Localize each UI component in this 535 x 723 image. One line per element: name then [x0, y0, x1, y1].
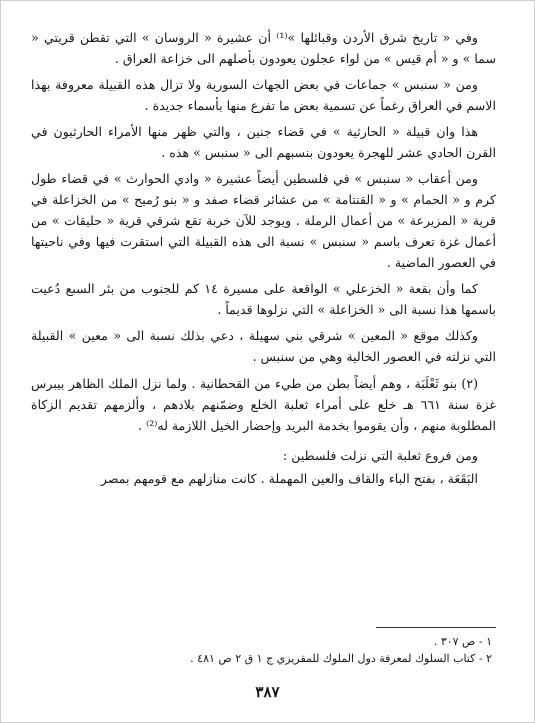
- paragraph-baqaa: البَقَعَة ، بفتح الباء والقاف والعين المهملة . كانت منازلهم مع قومهم بمصر: [100, 471, 478, 486]
- paragraph-maeen-site: وكذلك موقع « المعين » شرقي بني سهيلة ، دعي بذلك نسبة الى « معين » القبيلة التي نزلته في العصور الخالية وهي من سنبس .: [31, 328, 496, 364]
- paragraph-khazali-site: كما وأن بقعة « الخزعلي » الواقعة على مسيرة ١٤ كم للجنوب من بئر السبع دُعيت باسمها هذا نسبة الى « الخزاعلة » التي نزلوها قديماً .: [31, 281, 496, 317]
- footnote-2: ٢ - كتاب السلوك لمعرفة دول الملوك للمقريزي ج ١ ق ٢ ص ٤٨١ .: [190, 652, 492, 665]
- footnote-1: ١ - ص ٣٠٧ .: [433, 635, 492, 648]
- page-number: ٣٨٧: [255, 683, 280, 701]
- paragraph-bani-thaalaba: (٢) بنو ثَعْلَبَة ، وهم أيضاً بطن من طيء من القحطانية . ولما نزل الملك الظاهر بيبرس غزة سنة ٦٦١ هـ خلع على أمراء ثعلبة الخلع وضمّنهم بلادهم ، وألزمهم تقديم الزكاة المطلوبة منهم ، وأن يقوموا بخدمة البريد وإحضار الخيل اللازمة له⁽²⁾ .: [31, 376, 497, 433]
- paragraph-sunbus-descendants: ومن أعقاب « سنبس » في فلسطين أيضاً عشيرة « وادي الحوارث » في قضاء طول كرم و « الحمام » و « القنتامة » من عشائر قضاء صفد و « بنو رُميح » من الخزاعلة في قرية « المزيرعة » من أعمال الرملة . ويوجد للآن خربة تقع شرقي قرية « حليقات » من أعمال غزة تعرف باسم « سنبس » نسبة الى هذه القبيلة التي استقرت فيها وفي ناحيتها في العصور الماضية .: [31, 171, 496, 270]
- paragraph-sunbus-syria: ومن « سنبس » جماعات في بعض الجهات السورية ولا تزال هذه القبيلة معروفة بهذا الاسم في العراق رغماً عن تسمية بعض ما تفرع منها بأسماء جديدة .: [31, 77, 496, 113]
- footnote-divider: [376, 627, 496, 628]
- page-body: [31, 27, 496, 491]
- paragraph-harithiya-tribe: هذا وان قبيلة « الحارثية » في قضاء جنين ، والتي ظهر منها الأمراء الحارثيون في القرن الحادي عشر للهجرة يعودون بنسبهم الى « سنبس » هذه .: [31, 124, 496, 160]
- footnotes: [31, 633, 492, 667]
- paragraph-rusan-clan: وفي « تاريخ شرق الأردن وقبائلها »⁽¹⁾ أن عشيرة « الروسان » التي تقطن قريتي « سما » و « أم قيس » من لواء عجلون يعودون بأصلهم الى خزاعة العراق .: [31, 30, 496, 66]
- section-heading-thaalaba-branches: ومن فروع ثعلبة التي نزلت فلسطين :: [283, 448, 478, 463]
